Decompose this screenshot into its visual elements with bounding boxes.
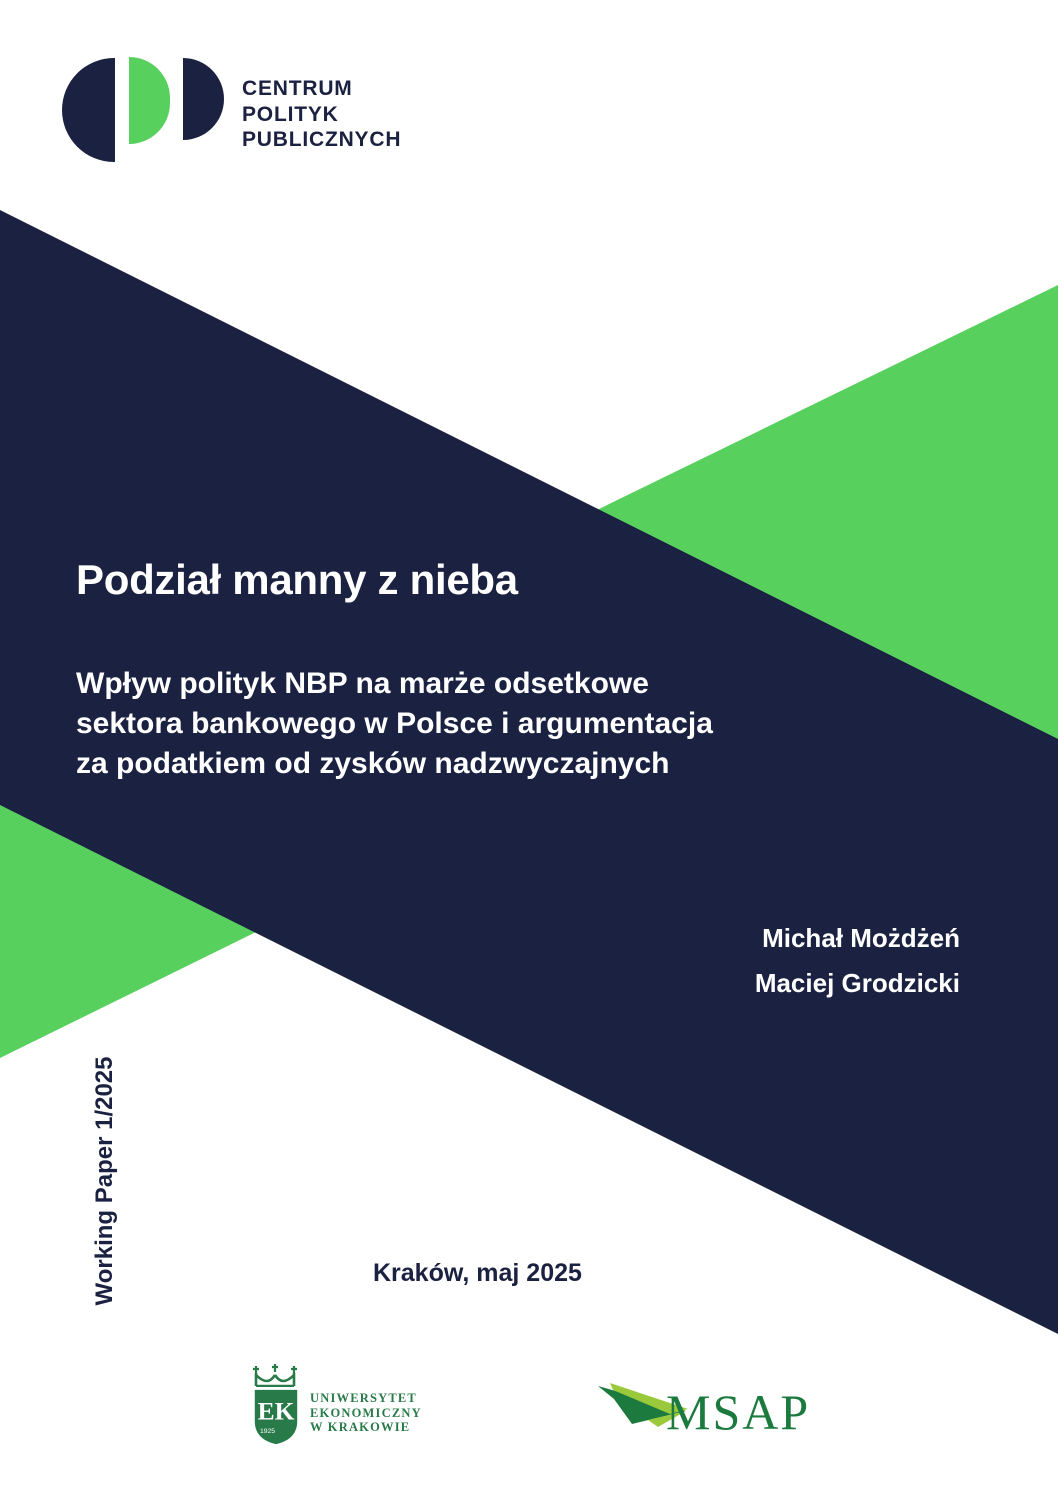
uek-monogram: EK — [257, 1396, 295, 1426]
cpp-logo-left-half-circle — [62, 58, 115, 162]
place-date: Kraków, maj 2025 — [373, 1259, 582, 1287]
cpp-org-line-1: CENTRUM — [242, 77, 353, 100]
uek-name — [310, 1391, 422, 1435]
series-label: Working Paper 1/2025 — [91, 1056, 118, 1306]
author-2: Maciej Grodzicki — [754, 968, 960, 998]
cpp-org-line-2: POLITYK — [242, 102, 339, 126]
uek-name-line-3: W KRAKOWIE — [310, 1420, 411, 1434]
authors-block — [755, 916, 960, 1006]
paper-title: Podział manny z nieba — [76, 556, 518, 603]
cpp-logo-navy-half-circle — [183, 58, 224, 140]
subtitle-line-2: sektora bankowego w Polsce i argumentacja — [76, 707, 713, 740]
cpp-logo-green-half-circle — [129, 57, 170, 144]
author-1: Michał Możdżeń — [762, 923, 960, 953]
uek-crown-icon — [251, 1364, 299, 1387]
paper-subtitle — [76, 664, 713, 784]
uek-shield-icon — [251, 1389, 301, 1445]
cpp-org-line-3: PUBLICZNYCH — [242, 128, 402, 151]
msap-name: MSAP — [666, 1384, 811, 1440]
subtitle-line-3: za podatkiem od zysków nadzwyczajnych — [76, 747, 670, 780]
subtitle-line-1: Wpływ polityk NBP na marże odsetkowe — [76, 667, 649, 700]
cpp-org-name — [242, 76, 401, 153]
uek-year: 1925 — [259, 1428, 276, 1436]
cpp-logo-mark-icon — [62, 56, 227, 166]
uek-name-line-1: UNIWERSYTET — [310, 1391, 417, 1405]
uek-name-line-2: EKONOMICZNY — [310, 1405, 422, 1420]
